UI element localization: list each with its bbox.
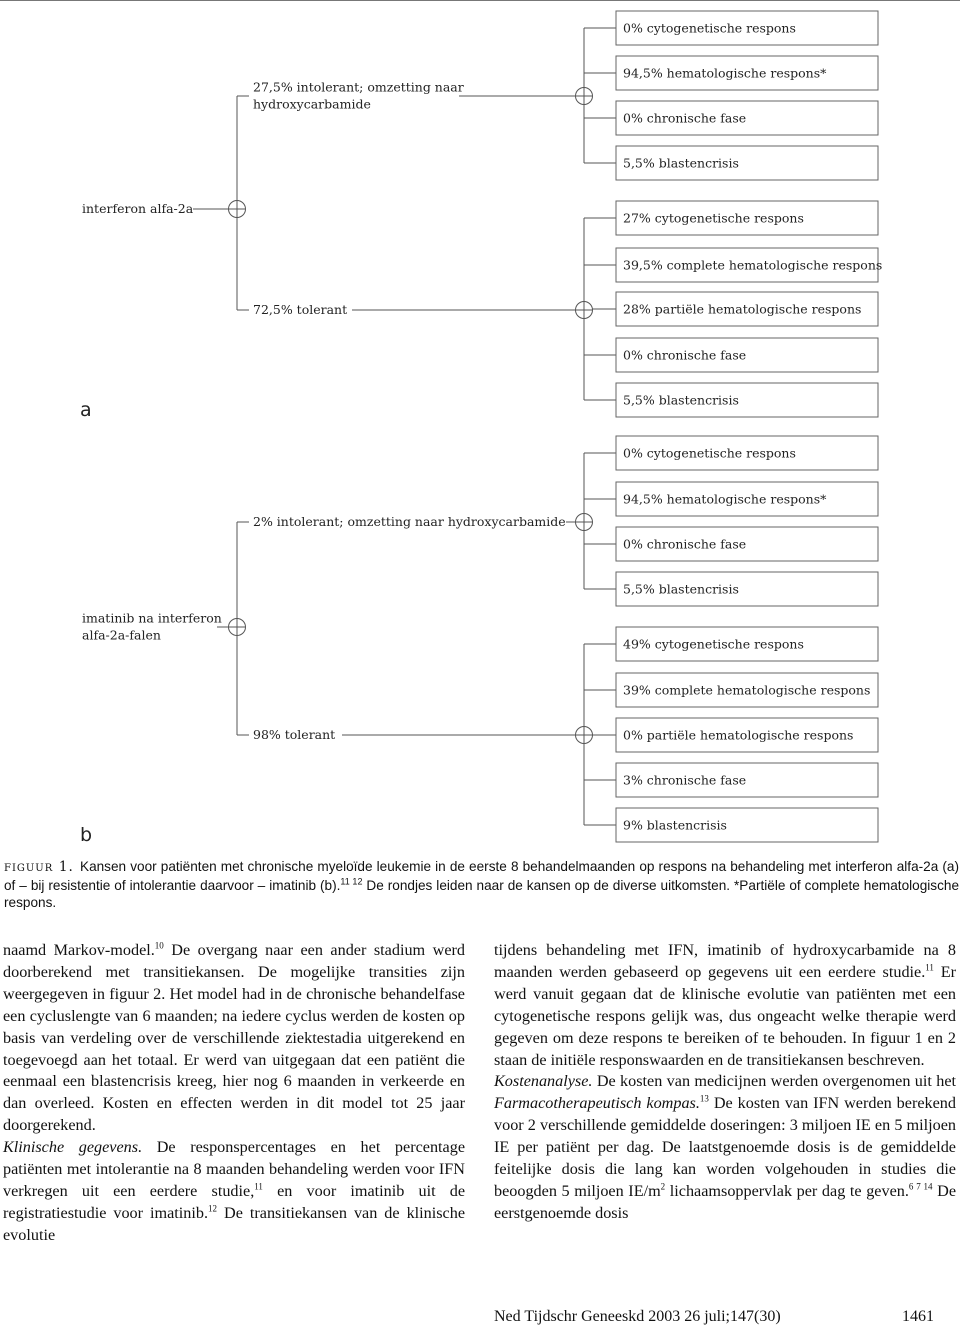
body-column-left bbox=[3, 940, 465, 1247]
branch-label: hydroxycarbamide bbox=[253, 96, 371, 112]
branch-label: 2% intolerant; omzetting naar hydroxycarbamide bbox=[253, 514, 566, 529]
right-p1-text-a: tijdens behandeling met IFN, imatinib of hydroxycarbamide na 8 maanden werden gebaseerd op gegevens uit een eerdere studie. bbox=[494, 941, 956, 981]
right-paragraph-1 bbox=[494, 940, 956, 1071]
right-p2-text-c: lichaamsoppervlak per dag te geven. bbox=[669, 1181, 909, 1200]
left-p2-text-b: en voor imatinib uit de registratiestudie voor imatinib. bbox=[3, 1181, 466, 1222]
outcome-label: 0% chronische fase bbox=[623, 347, 747, 363]
outcome-label: 49% cytogenetische respons bbox=[623, 636, 804, 652]
left-paragraph-2 bbox=[3, 1137, 465, 1247]
footer-page-number: 1461 bbox=[902, 1308, 934, 1325]
outcome-box bbox=[616, 56, 878, 90]
right-p2-text-b: De kosten van IFN werden berekend voor 2 verschillende gemiddelde doseringen: 3 miljoen IE en 5 miljoen IE per patiënt per dag. De laatstgenoemde dosis is de gemiddelde feitelijke dosis die lang kan worden volgehouden in studies die beoogden 5 miljoen IE/m bbox=[494, 1094, 956, 1200]
root-label: imatinib na interferon bbox=[82, 610, 222, 626]
section-heading-kostenanalyse: Kostenanalyse. bbox=[494, 1072, 593, 1091]
caption-reference: 11 12 bbox=[340, 875, 363, 886]
footer-journal-citation: Ned Tijdschr Geneeskd 2003 26 juli;147(30) bbox=[494, 1308, 781, 1325]
reference-superscript: 6 7 14 bbox=[908, 1181, 933, 1192]
left-p1-text-a: naamd Markov-model. bbox=[3, 941, 155, 959]
outcome-label: 94,5% hematologische respons* bbox=[623, 491, 827, 507]
reference-superscript: 11 bbox=[254, 1181, 263, 1192]
source-title: Farmacotherapeutisch kompas. bbox=[494, 1094, 700, 1113]
left-paragraph-1 bbox=[3, 940, 465, 1137]
chance-node bbox=[576, 727, 593, 744]
body-column-right bbox=[494, 940, 956, 1225]
reference-superscript: 11 bbox=[925, 962, 934, 973]
right-p2-text-a: De kosten van medicijnen werden overgenomen uit het bbox=[596, 1072, 956, 1091]
outcome-box bbox=[616, 436, 878, 470]
outcome-label: 3% chronische fase bbox=[623, 772, 747, 788]
outcome-box bbox=[616, 101, 878, 135]
outcome-label: 5,5% blastencrisis bbox=[623, 392, 739, 408]
reference-superscript: 13 bbox=[699, 1093, 709, 1104]
left-p1-text-b: De overgang naar een ander stadium werd doorberekend met transitiekansen. De mogelijke transities zijn weergegeven in figuur 2. Het model had in de chronische behandelfase een cycluslengte van 6 maanden; na iedere cyclus werden de kosten op basis van verdeling over de verschillende ziektestadia uitgerekend en toegevoegd aan het totaal. Er werd van uitgegaan dat een patiënt die eenmaal een blastencrisis kreeg, hier nog 6 maanden in verkeerde en dan overleed. Kosten en effecten werden in dit model tot 25 jaar doorgerekend. bbox=[3, 941, 465, 1135]
branch-label: 98% tolerant bbox=[253, 727, 336, 742]
left-p2-text-c: De transitiekansen van de klinische evolutie bbox=[3, 1203, 466, 1244]
branch-label: 27,5% intolerant; omzetting naar bbox=[253, 79, 464, 95]
right-p1-text-b: Er werd vanuit gegaan dat de klinische evolutie van patiënten met een cytogenetische respons gelijk was, dus ongeacht welke therapie werd gegeven om deze respons te bereiken of te behouden. In figuur 1 en 2 staan de initiële responswaarden en de transitiekansen beschreven. bbox=[494, 962, 956, 1069]
outcome-label: 5,5% blastencrisis bbox=[623, 581, 739, 597]
chance-node bbox=[576, 88, 593, 105]
reference-superscript: 10 bbox=[154, 940, 164, 951]
outcome-box bbox=[616, 572, 878, 606]
branch-label: 72,5% tolerant bbox=[253, 302, 348, 317]
reference-superscript: 12 bbox=[208, 1203, 218, 1214]
chance-node bbox=[229, 619, 246, 636]
outcome-box bbox=[616, 11, 878, 45]
outcome-box bbox=[616, 338, 878, 372]
outcome-label: 9% blastencrisis bbox=[623, 817, 727, 833]
outcome-label: 39% complete hematologische respons bbox=[623, 682, 871, 698]
outcome-box bbox=[616, 673, 878, 707]
caption-note: De rondjes leiden naar de kansen op de diverse uitkomsten. *Partiële of complete hematologische respons. bbox=[4, 877, 960, 910]
section-heading-klinische-gegevens: Klinische gegevens. bbox=[3, 1138, 143, 1157]
outcome-box bbox=[616, 527, 878, 561]
caption-text: Kansen voor patiënten met chronische myeloïde leukemie in de eerste 8 behandelmaanden op respons na behandeling met interferon alfa-2a (a) of – bij resistentie of intolerantie daarvoor – imatinib (b). bbox=[4, 859, 959, 893]
figure-caption bbox=[4, 858, 959, 912]
chance-node bbox=[229, 201, 246, 218]
root-label: alfa-2a-falen bbox=[82, 627, 161, 643]
outcome-label: 0% partiële hematologische respons bbox=[623, 727, 854, 743]
outcome-box bbox=[616, 248, 882, 282]
outcome-box bbox=[616, 718, 878, 752]
root-label: interferon alfa-2a bbox=[82, 201, 194, 216]
unit-superscript: 2 bbox=[660, 1181, 666, 1192]
panel-letter: a bbox=[80, 399, 92, 421]
outcome-box bbox=[616, 482, 878, 516]
panel-letter: b bbox=[80, 824, 93, 846]
right-paragraph-2 bbox=[494, 1071, 956, 1224]
outcome-label: 0% cytogenetische respons bbox=[623, 20, 796, 36]
outcome-label: 0% cytogenetische respons bbox=[623, 445, 796, 461]
outcome-label: 5,5% blastencrisis bbox=[623, 155, 739, 171]
outcome-box bbox=[616, 201, 878, 235]
outcome-box bbox=[616, 763, 878, 797]
outcome-box bbox=[616, 627, 878, 661]
outcome-label: 94,5% hematologische respons* bbox=[623, 65, 827, 81]
outcome-box bbox=[616, 146, 878, 180]
chance-node bbox=[576, 302, 593, 319]
outcome-box bbox=[616, 808, 878, 842]
outcome-label: 27% cytogenetische respons bbox=[623, 210, 804, 226]
outcome-label: 28% partiële hematologische respons bbox=[623, 301, 862, 317]
chance-node bbox=[576, 514, 593, 531]
right-p2-text-d: De eerstgenoemde dosis bbox=[494, 1181, 956, 1222]
outcome-label: 39,5% complete hematologische respons bbox=[623, 257, 883, 273]
outcome-label: 0% chronische fase bbox=[623, 110, 747, 126]
caption-label: figuur 1. bbox=[4, 859, 74, 875]
outcome-box bbox=[616, 383, 878, 417]
outcome-label: 0% chronische fase bbox=[623, 536, 747, 552]
outcome-box bbox=[616, 292, 878, 326]
left-p2-text-a: De responspercentages en het percentage patiënten met intolerantie na 8 maanden behandeling werden voor IFN verkregen uit een eerdere studie, bbox=[3, 1138, 466, 1200]
